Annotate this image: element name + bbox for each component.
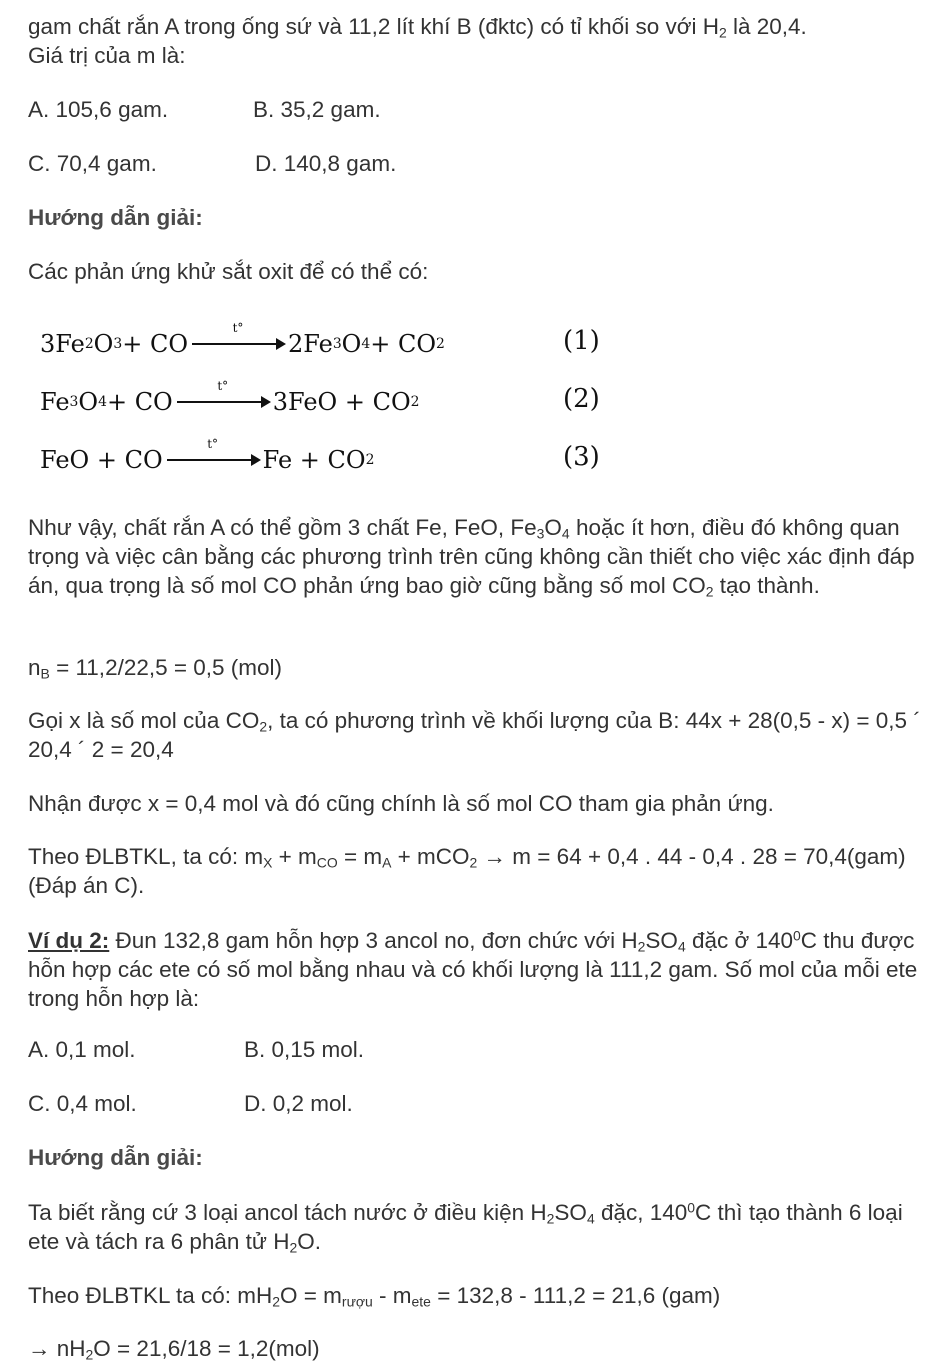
text: = m: [337, 844, 383, 869]
text: = 11,2/22,5 = 0,5 (mol): [49, 655, 283, 680]
formula: O: [93, 330, 114, 358]
option-b: B. 35,2 gam.: [253, 97, 381, 122]
paragraph-problem-1: [28, 12, 923, 70]
text: Nhận được x = 0,4 mol và đó cũng chính là số mol CO tham gia phản ứng.: [28, 791, 774, 816]
formula: 2Fe: [288, 330, 333, 358]
reaction-arrow-icon: [192, 321, 284, 345]
text: tạo thành.: [713, 573, 820, 598]
text: SO: [554, 1200, 587, 1225]
condition: t°: [207, 437, 219, 451]
option-c: C. 70,4 gam.: [28, 151, 157, 176]
formula: FeO + CO: [40, 446, 163, 474]
text: → m = 64 + 0,4 . 44 - 0,4 . 28 = 70,4(gam) (Đáp án C).: [28, 844, 906, 898]
formula: + CO: [122, 330, 188, 358]
formula: O: [341, 330, 362, 358]
text: Như vậy, chất rắn A có thể gồm 3 chất Fe, FeO, Fe: [28, 515, 537, 540]
subscript: 2: [705, 583, 714, 600]
condition: t°: [232, 321, 244, 335]
equation-1: 3Fe 2 O 3 + CO t° 2Fe 3 O 4 + CO 2: [40, 321, 445, 358]
text: → nH: [28, 1336, 86, 1361]
formula: 3FeO + CO: [272, 388, 411, 416]
text: = 132,8 - 111,2 = 21,6 (gam): [430, 1283, 721, 1308]
option-d-2: D. 0,2 mol.: [244, 1091, 353, 1116]
subscript: 3: [536, 525, 545, 542]
formula: 3Fe: [40, 330, 85, 358]
subscript: X: [263, 854, 273, 871]
subscript: 2: [718, 24, 727, 41]
equation-2: Fe 3 O 4 + CO t° 3FeO + CO 2: [40, 379, 420, 416]
text: + m: [272, 844, 317, 869]
intro-text: Các phản ứng khử sắt oxit để có thể có:: [28, 259, 429, 284]
option-c-2: C. 0,4 mol.: [28, 1091, 137, 1116]
text: Theo ĐLBTKL, ta có: m: [28, 844, 264, 869]
subscript: 2: [85, 1346, 94, 1363]
subscript: 2: [289, 1239, 298, 1256]
text: O: [544, 515, 562, 540]
option-a: A. 105,6 gam.: [28, 97, 169, 122]
text: là 20,4.: [726, 14, 807, 39]
text: C thu được hỗn hợp các ete có số mol bằng nhau và có khối lượng là 111,2 gam. Số mol của mỗi ete trong hỗn hợp là:: [28, 928, 918, 1011]
text: - m: [372, 1283, 412, 1308]
text: O.: [297, 1229, 321, 1254]
subscript: ete: [411, 1293, 431, 1310]
equation-number-2: (2): [563, 384, 600, 414]
equation-number-1: (1): [563, 326, 600, 356]
option-b-2: B. 0,15 mol.: [244, 1037, 365, 1062]
paragraph-analysis: [28, 513, 923, 600]
text: O = 21,6/18 = 1,2(mol): [93, 1336, 320, 1361]
text: SO: [645, 928, 678, 953]
superscript: 0: [793, 927, 801, 944]
guide-title-1: Hướng dẫn giải:: [28, 205, 203, 230]
text: đặc ở 140: [685, 928, 794, 953]
text: Đun 132,8 gam hỗn hợp 3 ancol no, đơn chức với H: [109, 928, 638, 953]
condition: t°: [217, 379, 229, 393]
paragraph-conclusion-1: [28, 842, 923, 900]
text: C thì tạo thành 6 loại ete và tách ra 6 phân tử H: [28, 1200, 903, 1254]
paragraph-result-x: [28, 789, 923, 818]
text: Gọi x là số mol của CO: [28, 708, 260, 733]
equation-3: FeO + CO t° Fe + CO 2: [40, 437, 375, 474]
subscript: 4: [586, 1210, 595, 1227]
formula: O: [78, 388, 99, 416]
text: , ta có phương trình về khối lượng của B: 44x + 28(0,5 - x) = 0,5 ´ 20,4 ´ 2 = 20,4: [28, 708, 921, 762]
paragraph-ether-info: [28, 1198, 923, 1256]
formula: Fe + CO: [262, 446, 366, 474]
paragraph-mol-water: [28, 1334, 923, 1363]
text: + mCO: [391, 844, 470, 869]
guide-title-2: Hướng dẫn giải:: [28, 1145, 203, 1170]
formula: + CO: [106, 388, 173, 416]
option-d: D. 140,8 gam.: [255, 151, 397, 176]
subscript: 2: [637, 938, 646, 955]
subscript: 4: [561, 525, 570, 542]
reaction-arrow-icon: [167, 437, 259, 461]
reaction-equations: [28, 310, 923, 490]
paragraph-nb: [28, 653, 923, 682]
text: n: [28, 655, 41, 680]
paragraph-mass-water: [28, 1281, 923, 1310]
text: Theo ĐLBTKL ta có: mH: [28, 1283, 273, 1308]
reaction-arrow-icon: [177, 379, 269, 403]
text: gam chất rắn A trong ống sứ và 11,2 lít khí B (đktc) có tỉ khối so với H: [28, 14, 719, 39]
paragraph-example-2: [28, 926, 923, 1013]
equation-number-3: (3): [563, 442, 600, 472]
option-a-2: A. 0,1 mol.: [28, 1037, 136, 1062]
question-line: Giá trị của m là:: [28, 43, 186, 68]
subscript: A: [382, 854, 392, 871]
text: Ta biết rằng cứ 3 loại ancol tách nước ở điều kiện H: [28, 1200, 547, 1225]
subscript: CO: [316, 854, 338, 871]
subscript: rượu: [341, 1293, 373, 1310]
text: hoặc ít hơn, điều đó không quan trọng và việc cân bằng các phương trình trên cũng không cần thiết cho việc xác định đáp án, qua trọng là số mol CO phản ứng bao giờ cũng bằng số mol CO: [28, 515, 915, 598]
formula: + CO: [370, 330, 436, 358]
subscript: 2: [259, 718, 268, 735]
subscript: B: [40, 665, 50, 682]
paragraph-equation-b: [28, 706, 923, 764]
superscript: 0: [687, 1199, 696, 1216]
subscript: 4: [677, 938, 686, 955]
formula: Fe: [40, 388, 70, 416]
text: đặc, 140: [594, 1200, 688, 1225]
subscript: 2: [469, 854, 478, 871]
subscript: 2: [546, 1210, 555, 1227]
text: O = m: [280, 1283, 342, 1308]
example-label: Ví dụ 2:: [28, 928, 110, 953]
subscript: 2: [272, 1293, 281, 1310]
